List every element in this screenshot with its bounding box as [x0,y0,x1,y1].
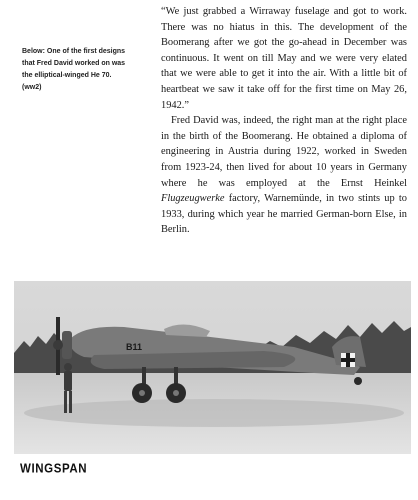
caption-line: (ww2) [22,84,42,91]
biography-paragraph [161,113,407,238]
quote-line: go-ahead in December was continuous. It went on [161,37,407,64]
factory-name: Flugzeugwerke [161,193,225,205]
quote-line: till May and we were very elated that we were able [161,52,407,80]
he70-photograph [14,281,411,454]
engine-nose [62,331,72,359]
running-footer: WINGSPAN [20,462,88,476]
caption-line: Below: One of the first designs [22,48,126,55]
photo-caption [22,46,150,94]
quote-line: to get it into the air. With a little bit of heartbeat we [161,68,407,95]
fuselage-code: B11 [126,342,143,352]
aircraft-illustration [14,281,411,454]
quote-line: development of the Boomerang after we got the [161,21,407,49]
quote-line: saw it take off for the first time on May 26, 1942.” [161,83,407,111]
quote-paragraph [161,4,407,113]
ground-shadow [24,399,404,427]
balkenkreuz-marking [341,353,355,367]
caption-line: that Fred David worked on was [22,60,126,67]
body-text [161,4,407,238]
caption-line: the elliptical-winged He 70. [22,72,112,79]
biography-text-a: Fred David was, indeed, the right man at the right place in the birth of the Boomerang. He obtained a diploma of engineering in Austria during 1922, worked in Sweden from 1923-24, then lived for about 10 years in Germany where he was employed at the Ernst Heinkel [161,115,407,189]
biography-text-b: factory, Warnemünde, in two stints up to 1933, during which year he married German-born Else, in Berlin. [161,193,407,236]
quote-line: work. There was no hiatus in this. The [161,6,407,33]
quote-line: “We just grabbed a Wirraway fuselage and got to [161,6,379,17]
